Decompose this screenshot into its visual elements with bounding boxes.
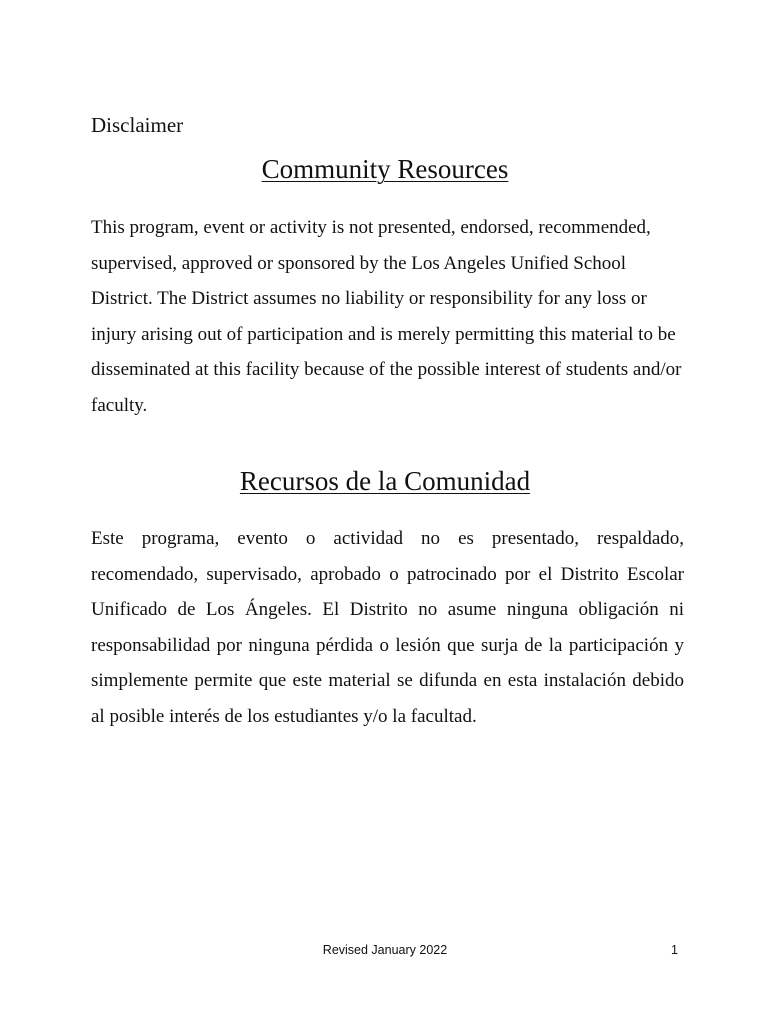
revision-date: Revised January 2022: [322, 943, 448, 957]
spanish-heading: Recursos de la Comunidad: [239, 466, 531, 496]
english-heading: Community Resources: [261, 154, 509, 184]
spanish-disclaimer-text: Este programa, evento o actividad no es presentado, respaldado, recomendado, supervisado, aprobado o patrocinado por el Distrito Escolar Unificado de Los Ángeles. El Distrito no asume ninguna obligación ni responsabilidad por ninguna pérdida o lesión que surja de la participación y simplemente permite que este material se difunda en esta instalación debido al posible interés de los estudiantes y/o la facultad.: [91, 528, 684, 727]
english-disclaimer-text: This program, event or activity is not presented, endorsed, recommended, supervised, approved or sponsored by the Los Angeles Unified School District. The District assumes no liability or responsibility for any loss or injury arising out of participation and is merely permitting this material to be disseminated at this facility because of the possible interest of students and/or faculty.: [91, 217, 682, 416]
page-number: 1: [671, 943, 678, 957]
disclaimer-label: Disclaimer: [91, 113, 184, 137]
